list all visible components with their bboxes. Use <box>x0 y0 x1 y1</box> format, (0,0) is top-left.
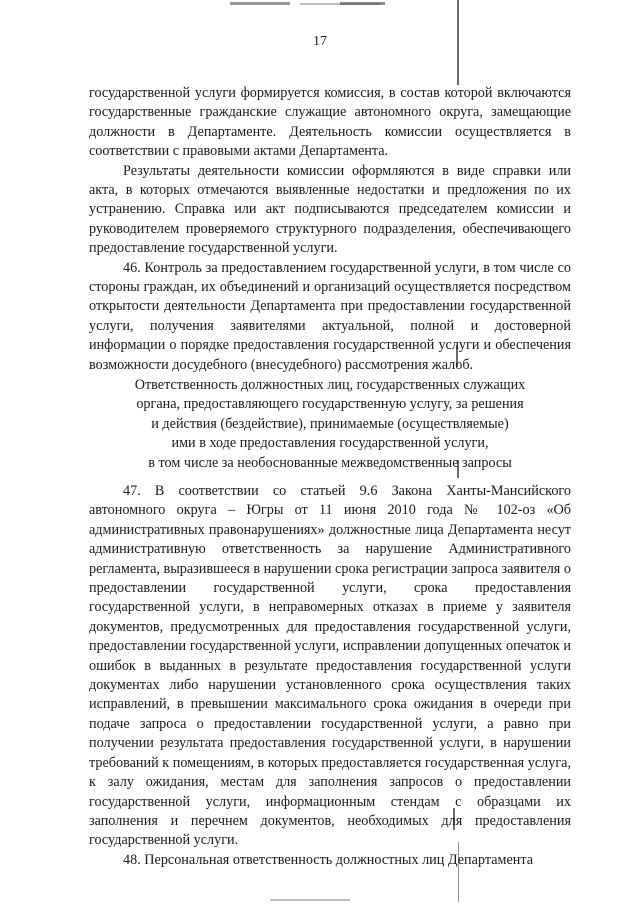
section-heading <box>89 376 571 473</box>
section-heading-line: ими в ходе предоставления государственной услуги, <box>171 435 489 452</box>
body-text-top <box>89 84 571 375</box>
paragraph-47: 47. В соответствии со статьей 9.6 Закона Ханты-Мансийского автономного округа – Югры от 11 июня 2010 года № 102-оз «Об административных правонарушениях» должностные лица Департамента несут административную ответственность за нарушение Административного регламента, выразившееся в нарушении срока регистрации запроса заявителя о предоставлении государственной услуги, срока предоставления государственной услуги, в неправомерных отказах в приеме у заявителя документов, предусмотренных для предоставления государственной услуги, предоставлении государственной услуги, исправлении допущенных опечаток и ошибок в выданных в результате предоставления государственной услуги документах либо нарушении установленного срока осуществления таких исправлений, в превышении максимального срока ожидания в очереди при подаче запроса о предоставлении государственной услуги, а равно при получении результата предоставления государственной услуги, в нарушении требований к помещениям, в которых предоставляется государственная услуга, к залу ожидания, местам для заполнения запросов о предоставлении государственной услуги, информационным стендам с образцами их заполнения и перечнем документов, необходимых для предоставления государственной услуги. <box>89 483 571 849</box>
paragraph-48: 48. Персональная ответственность должностных лиц Департамента <box>123 851 534 868</box>
scan-artifact-top <box>340 2 385 5</box>
section-heading-line: в том числе за необоснованные межведомственные запросы <box>148 454 512 471</box>
body-text-bottom <box>89 482 571 870</box>
section-heading-line: и действия (бездействие), принимаемые (осуществляемые) <box>151 415 509 432</box>
section-heading-line: Ответственность должностных лиц, государственных служащих <box>134 377 526 393</box>
paragraph-commission-results: Результаты деятельности комиссии оформляются в виде справки или акта, в которых отмечаются выявленные недостатки и предложения по их устранению. Справка или акт подписываются председателем комиссии и руководителем проверяемого структурного подразделения, обеспечивающего предоставление государственной услуги. <box>89 162 571 257</box>
paragraph-commission: государственной услуги формируется комиссия, в состав которой включаются государственные гражданские служащие автономного округа, замещающие должности в Департаменте. Деятельность комиссии осуществляется в соответствии с правовыми актами Департамента. <box>89 85 571 160</box>
paragraph-46: 46. Контроль за предоставлением государственной услуги, в том числе со стороны граждан, их объединений и организаций осуществляется посредством открытости деятельности Департамента при предоставлении государственной услуги, получения заявителями актуальной, полной и достоверной информации о порядке предоставления государственной услуги и обеспечения возможности досудебного (внесудебного) рассмотрения жалоб. <box>89 259 571 373</box>
page-number: 17 <box>313 34 327 49</box>
scan-artifact-bottom <box>270 899 350 901</box>
scan-artifact-top <box>230 2 290 5</box>
section-heading-line: органа, предоставляющего государственную услугу, за решения <box>136 396 524 413</box>
